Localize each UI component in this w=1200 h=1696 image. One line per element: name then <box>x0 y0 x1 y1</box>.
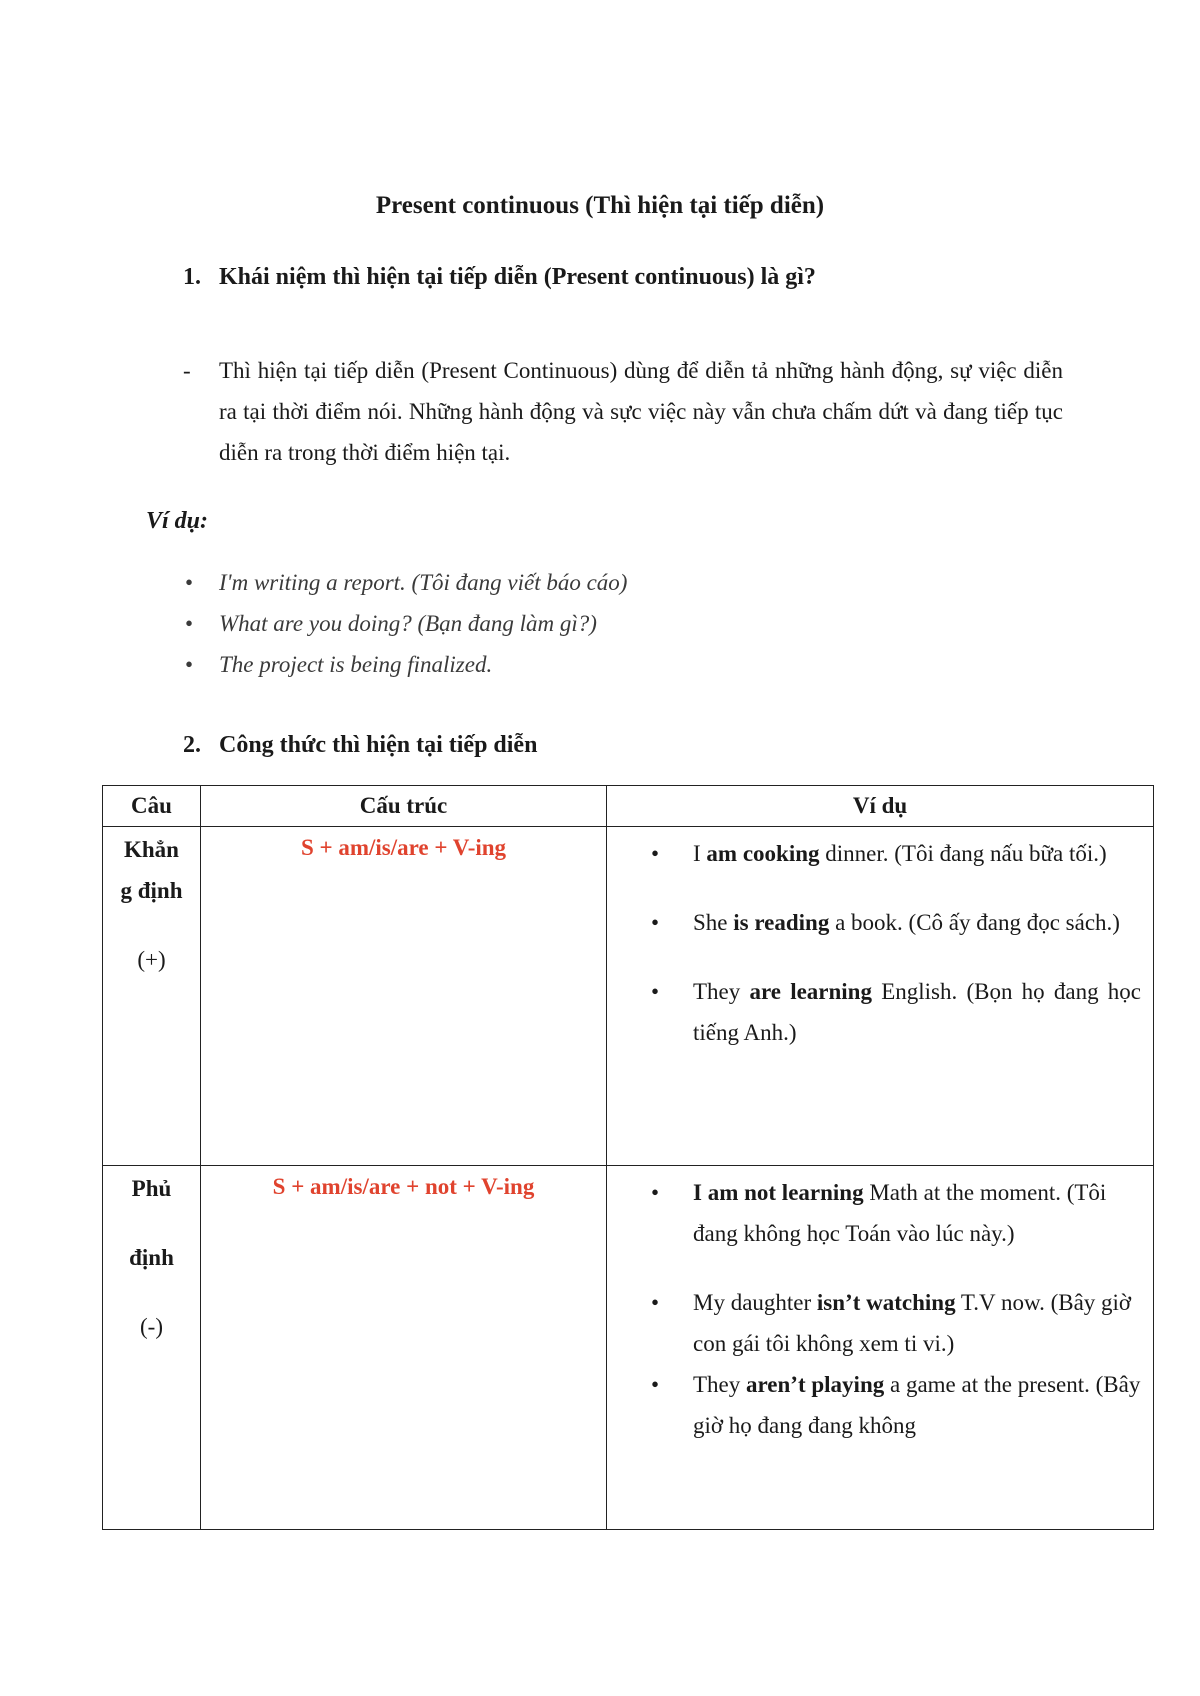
example-bold: is reading <box>733 910 830 935</box>
formula-negative: S + am/is/are + not + V-ing <box>201 1166 607 1530</box>
type-label-line1: Phủ <box>131 1176 172 1201</box>
table-row <box>103 827 1154 1166</box>
list-item <box>607 1282 1141 1364</box>
formula-table <box>102 785 1154 1530</box>
bullet-icon: • <box>651 910 660 935</box>
examples-negative <box>607 1166 1154 1530</box>
example-post: Math at the moment. (Tôi đang không học Toán vào lúc này.) <box>693 1180 1107 1246</box>
bullet-icon: • <box>651 979 660 1004</box>
definition-paragraph <box>183 350 1063 473</box>
type-label-line1: Khẳn <box>124 837 179 862</box>
list-item <box>183 570 627 611</box>
page-title: Present continuous (Thì hiện tại tiếp diễn) <box>375 192 825 219</box>
header-cau: Câu <box>103 786 201 827</box>
example-post: T.V now. (Bây giờ con gái tôi không xem ti vi.) <box>693 1290 1132 1356</box>
example-pre: I <box>693 841 707 866</box>
list-item <box>607 902 1141 943</box>
section-2-number: 2. <box>183 732 201 758</box>
example-bold: aren’t playing <box>746 1372 885 1397</box>
sign-label: (+) <box>137 947 166 972</box>
section-1-title: Khái niệm thì hiện tại tiếp diễn (Present continuous) là gì? <box>219 264 816 290</box>
list-item <box>607 971 1141 1053</box>
example-label: Ví dụ: <box>146 508 209 534</box>
section-1-number: 1. <box>183 264 201 290</box>
example-pre: They <box>693 979 750 1004</box>
example-pre: My daughter <box>693 1290 817 1315</box>
example-bold: I am not learning <box>693 1180 864 1205</box>
bullet-icon: • <box>651 1180 660 1205</box>
section-2-heading <box>183 732 537 759</box>
bullet-icon: • <box>185 570 194 595</box>
sentence-type-negative <box>103 1166 201 1530</box>
section-1-heading <box>183 264 816 291</box>
bullet-icon: • <box>651 1290 660 1315</box>
examples-affirmative <box>607 827 1154 1166</box>
example-bold: are learning <box>749 979 872 1004</box>
header-cau-truc: Cấu trúc <box>201 786 607 827</box>
example-text: The project is being finalized. <box>219 652 493 677</box>
section-2-title: Công thức thì hiện tại tiếp diễn <box>219 732 538 758</box>
example-list <box>183 570 627 693</box>
example-pre: They <box>693 1372 747 1397</box>
list-item <box>607 1172 1141 1254</box>
example-text: What are you doing? (Bạn đang làm gì?) <box>219 611 597 636</box>
example-post: a game at the present. (Bây giờ họ đang đang không <box>693 1372 1141 1438</box>
formula-affirmative: S + am/is/are + V-ing <box>201 827 607 1166</box>
definition-text: Thì hiện tại tiếp diễn (Present Continuous) dùng để diễn tả những hành động, sự việc diễn ra tại thời điểm nói. Những hành động và sực việc này vẫn chưa chấm dứt và đang tiếp tục diễn ra trong thời điểm hiện tại. <box>219 358 1063 465</box>
example-post: English. (Bọn họ đang học tiếng Anh.) <box>693 979 1141 1045</box>
type-label-line2: g định <box>120 878 183 903</box>
table-header-row <box>103 786 1154 827</box>
type-label-line2: định <box>129 1245 174 1270</box>
example-bold: am cooking <box>706 841 820 866</box>
sign-label: (-) <box>140 1314 163 1339</box>
bullet-icon: • <box>185 652 194 677</box>
list-item <box>183 652 627 693</box>
dash-marker: - <box>183 358 191 383</box>
example-pre: She <box>693 910 734 935</box>
example-post: dinner. (Tôi đang nấu bữa tối.) <box>819 841 1107 866</box>
example-bold: isn’t watching <box>816 1290 956 1315</box>
bullet-icon: • <box>651 1372 660 1397</box>
sentence-type-affirmative <box>103 827 201 1166</box>
table-row <box>103 1166 1154 1530</box>
example-post: a book. (Cô ấy đang đọc sách.) <box>829 910 1120 935</box>
header-vi-du: Ví dụ <box>607 786 1154 827</box>
list-item <box>183 611 627 652</box>
bullet-icon: • <box>185 611 194 636</box>
example-text: I'm writing a report. (Tôi đang viết báo cáo) <box>219 570 628 595</box>
list-item <box>607 1364 1141 1446</box>
list-item <box>607 833 1141 874</box>
bullet-icon: • <box>651 841 660 866</box>
